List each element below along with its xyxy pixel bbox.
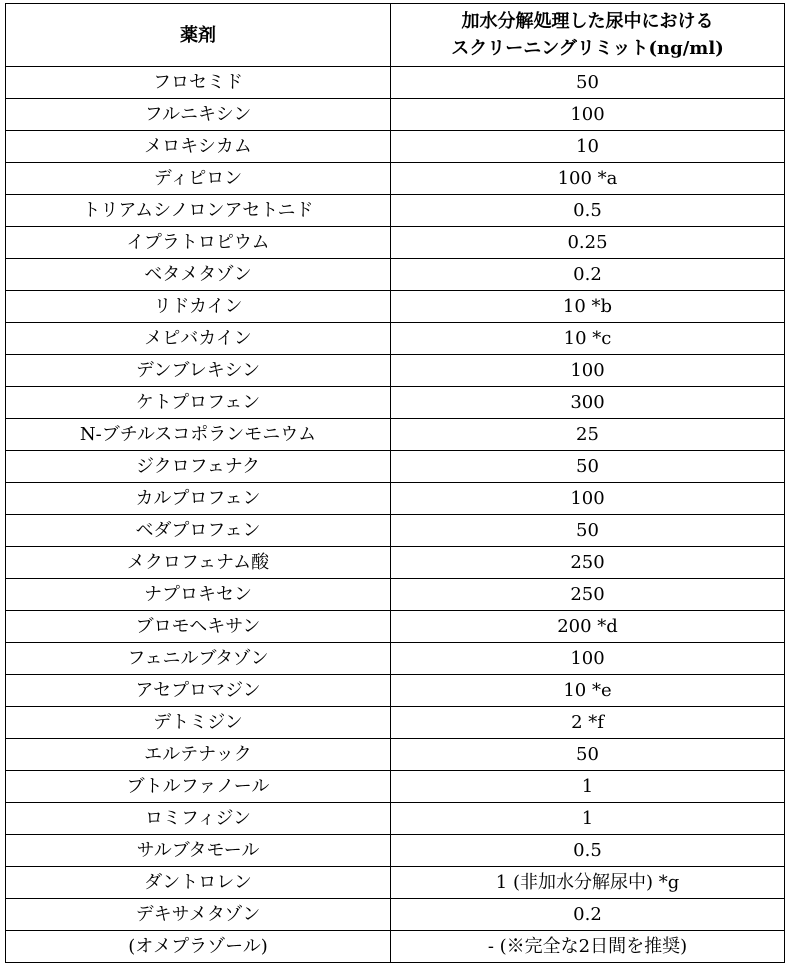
drug-name-cell: ディピロン <box>6 163 391 195</box>
drug-name-cell: デンブレキシン <box>6 355 391 387</box>
table-row <box>6 515 785 547</box>
table-row <box>6 291 785 323</box>
table-row <box>6 643 785 675</box>
screening-limit-cell: 0.2 <box>391 259 785 291</box>
screening-limit-cell: 250 <box>391 579 785 611</box>
screening-limit-cell: 200 *d <box>391 611 785 643</box>
screening-limit-cell: 0.25 <box>391 227 785 259</box>
drug-name-cell: ケトプロフェン <box>6 387 391 419</box>
screening-limit-cell: 50 <box>391 451 785 483</box>
drug-name-cell: リドカイン <box>6 291 391 323</box>
table-row <box>6 899 785 931</box>
table-row <box>6 99 785 131</box>
drug-name-cell: ベダプロフェン <box>6 515 391 547</box>
header-screening-limit-line2: スクリーニングリミット(ng/ml) <box>451 38 724 59</box>
screening-limit-cell: 100 <box>391 643 785 675</box>
screening-limit-cell: 10 *c <box>391 323 785 355</box>
table-body <box>6 67 785 963</box>
screening-limit-cell: 10 *e <box>391 675 785 707</box>
drug-name-cell: フルニキシン <box>6 99 391 131</box>
screening-limit-cell: 10 <box>391 131 785 163</box>
screening-limit-cell: 1 <box>391 803 785 835</box>
table-row <box>6 355 785 387</box>
drug-name-cell: フェニルブタゾン <box>6 643 391 675</box>
drug-name-cell: フロセミド <box>6 67 391 99</box>
drug-name-cell: カルプロフェン <box>6 483 391 515</box>
screening-limit-cell: 2 *f <box>391 707 785 739</box>
drug-name-cell: ブロモヘキサン <box>6 611 391 643</box>
table-row <box>6 419 785 451</box>
table-row <box>6 451 785 483</box>
table-row <box>6 771 785 803</box>
table-row <box>6 259 785 291</box>
header-row <box>6 4 785 67</box>
screening-limit-cell: 100 <box>391 355 785 387</box>
header-screening-limit <box>391 4 785 67</box>
screening-limit-cell: 0.2 <box>391 899 785 931</box>
table-row <box>6 131 785 163</box>
drug-name-cell: ベタメタゾン <box>6 259 391 291</box>
drug-name-cell: トリアムシノロンアセトニド <box>6 195 391 227</box>
drug-name-cell: メピバカイン <box>6 323 391 355</box>
screening-limit-cell: 1 (非加水分解尿中) *g <box>391 867 785 899</box>
header-drug: 薬剤 <box>6 4 391 67</box>
drug-name-cell: (オメプラゾール) <box>6 931 391 963</box>
screening-limit-cell: 0.5 <box>391 195 785 227</box>
screening-limit-cell: 50 <box>391 515 785 547</box>
screening-limit-cell: 25 <box>391 419 785 451</box>
table-row <box>6 867 785 899</box>
drug-name-cell: アセプロマジン <box>6 675 391 707</box>
drug-name-cell: サルブタモール <box>6 835 391 867</box>
drug-name-cell: ダントロレン <box>6 867 391 899</box>
drug-name-cell: ロミフィジン <box>6 803 391 835</box>
screening-limit-cell: 100 <box>391 483 785 515</box>
drug-name-cell: ナプロキセン <box>6 579 391 611</box>
table-row <box>6 675 785 707</box>
table-row <box>6 739 785 771</box>
drug-name-cell: デキサメタゾン <box>6 899 391 931</box>
drug-name-cell: メクロフェナム酸 <box>6 547 391 579</box>
table-row <box>6 611 785 643</box>
drug-name-cell: メロキシカム <box>6 131 391 163</box>
drug-name-cell: デトミジン <box>6 707 391 739</box>
table-row <box>6 931 785 963</box>
drug-name-cell: ジクロフェナク <box>6 451 391 483</box>
table-row <box>6 835 785 867</box>
drug-name-cell: ブトルファノール <box>6 771 391 803</box>
table-row <box>6 163 785 195</box>
drug-name-cell: イプラトロピウム <box>6 227 391 259</box>
screening-limit-cell: 50 <box>391 67 785 99</box>
screening-limit-cell: 1 <box>391 771 785 803</box>
table-row <box>6 707 785 739</box>
drug-name-cell: N-ブチルスコポランモニウム <box>6 419 391 451</box>
screening-limit-cell: 250 <box>391 547 785 579</box>
screening-limit-table <box>5 3 785 963</box>
header-screening-limit-line1: 加水分解処理した尿中における <box>461 11 714 32</box>
screening-limit-cell: 10 *b <box>391 291 785 323</box>
screening-limit-cell: - (※完全な2日間を推奨) <box>391 931 785 963</box>
table-row <box>6 547 785 579</box>
screening-limit-cell: 50 <box>391 739 785 771</box>
table-row <box>6 483 785 515</box>
screening-limit-cell: 0.5 <box>391 835 785 867</box>
table-row <box>6 579 785 611</box>
table-row <box>6 227 785 259</box>
drug-name-cell: エルテナック <box>6 739 391 771</box>
table-row <box>6 803 785 835</box>
screening-limit-cell: 100 *a <box>391 163 785 195</box>
table-row <box>6 323 785 355</box>
screening-limit-cell: 300 <box>391 387 785 419</box>
table-row <box>6 67 785 99</box>
table-row <box>6 195 785 227</box>
screening-limit-cell: 100 <box>391 99 785 131</box>
table-row <box>6 387 785 419</box>
